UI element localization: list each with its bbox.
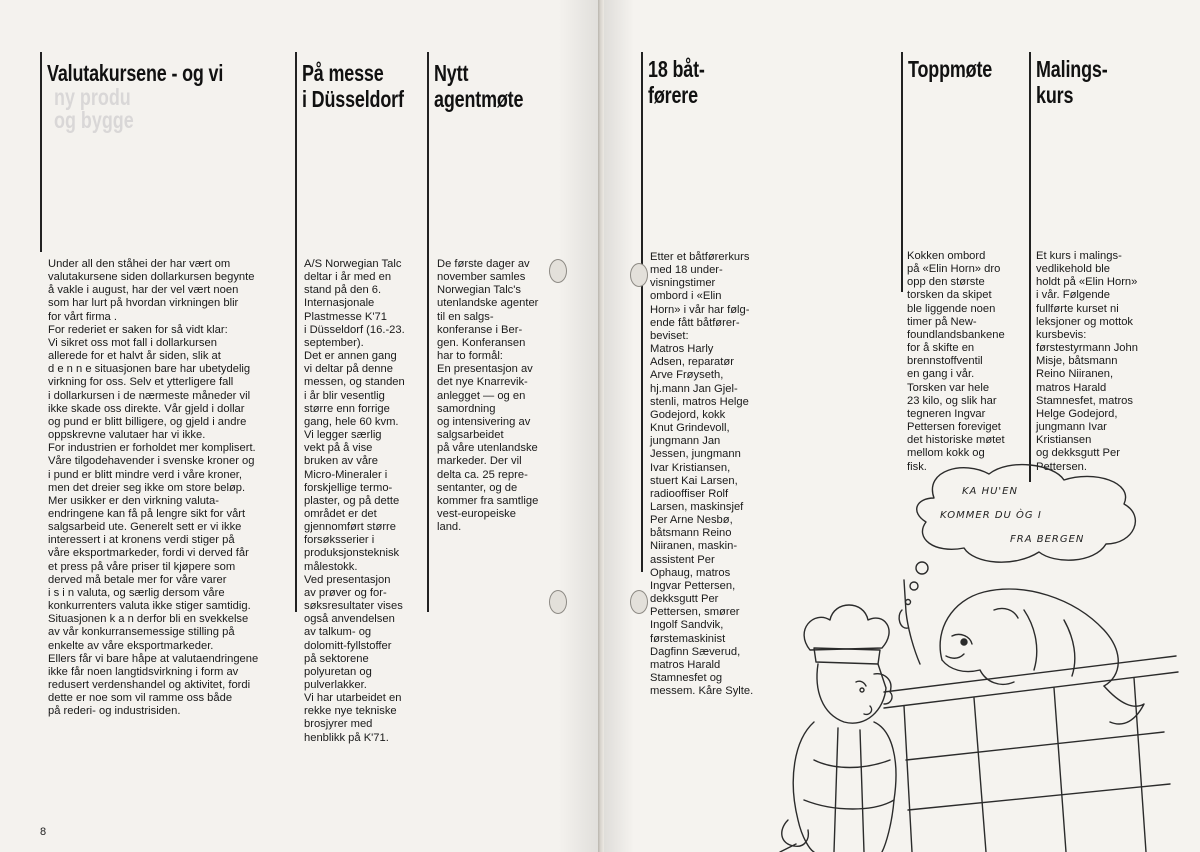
show-through-text: ny produ og bygge bbox=[54, 84, 134, 133]
left-page bbox=[0, 0, 598, 852]
article-body-batforere: Etter et båtførerkurs med 18 under- visningstimer ombord i «Elin Horn» i vår har følg- ende fått båtfører- beviset: Matros Harly Adsen, reparatør Arve Frøyseth, hj.mann Jan Gjel- stenli, matros Helge Godejord, kokk Knut Grindevoll, jungmann Jan Jessen, jungmann Ivar Kristiansen, stuert Kai Larsen, radiooffiser Rolf Larsen, maskinsjef Per Arne Nesbø, båtsmann Reino Niiranen, maskin- assistent Per Ophaug, matros Ingvar Pettersen, dekksgutt Per Pettersen, smører Ingolf Sandvik, førstemaskinist Dagfinn Sæverud, matros Harald Stamnesfet og messem. Kåre Sylte. bbox=[650, 251, 754, 698]
article-body-messe: A/S Norwegian Talc deltar i år med en stand på den 6. Internasjonale Plastmesse K'71 i Düsseldorf (16.-23. september). Det er annen gang vi deltar på denne messen, og standen i år blir vesentlig større enn forrige gang, hele 60 kvm. Vi legger særlig vekt på å vise bruken av våre Micro-Mineraler i forskjellige termo- plaster, og på dette området er det gjennomført større forsøksserier i produksjonsteknisk målestokk. Ved presentasjon av prøver og for- søksresultater vises også anvendelsen av talkum- og dolomitt-fyllstoffer på sektorene polyuretan og pulverlakker. Vi har utarbeidet en rekke nye tekniske brosjyrer med henblikk på K'71. bbox=[304, 258, 405, 744]
column-rule bbox=[40, 52, 42, 252]
column-rule bbox=[641, 52, 643, 572]
speech-line: FRA BERGEN bbox=[1010, 534, 1085, 545]
article-title-malingskurs: Malings- kurs bbox=[1036, 56, 1108, 108]
article-title-valuta: Valutakursene - og vi bbox=[47, 60, 224, 86]
binding-hole bbox=[630, 263, 648, 287]
right-page bbox=[604, 0, 1200, 852]
column-rule bbox=[427, 52, 429, 612]
binding-hole bbox=[549, 590, 567, 614]
column-rule bbox=[901, 52, 903, 292]
binding-hole bbox=[549, 259, 567, 283]
article-body-agentmote: De første dager av november samles Norwegian Talc's utenlandske agenter til en salgs- konferanse i Ber- gen. Konferansen har to formål: En presentasjon av det nye Knarrevik- anlegget — og en samordning og intensivering av salgsarbeidet på våre utenlandske markeder. Der vil delta ca. 25 repre- sentanter, og de kommer fra samtlige vest-europeiske land. bbox=[437, 258, 539, 534]
binding-hole bbox=[630, 590, 648, 614]
cartoon-chef-and-cod bbox=[774, 460, 1194, 852]
column-rule bbox=[295, 52, 297, 612]
article-title-messe: På messe i Düsseldorf bbox=[302, 60, 404, 112]
speech-line: KOMMER DU ÒG I bbox=[940, 510, 1042, 521]
article-title-toppmote: Toppmøte bbox=[908, 56, 993, 82]
page-number: 8 bbox=[40, 826, 47, 838]
column-rule bbox=[1029, 52, 1031, 482]
article-body-malingskurs: Et kurs i malings- vedlikehold ble holdt på «Elin Horn» i vår. Følgende fullførte kurset ni leksjoner og mottok kursbevis: førstestyrmann John Misje, båtsmann Reino Niiranen, matros Harald Stamnesfet, matros Helge Godejord, jungmann Ivar Kristiansen og dekksgutt Per Pettersen. bbox=[1036, 250, 1138, 473]
article-body-valuta: Under all den ståhei der har vært om valutakursene siden dollarkursen begynte å vakle i august, har der vel vært noen som har lurt på hvordan virkningen blir for vårt firma . For rederiet er saken for så vidt klar: Vi sikret oss mot fall i dollarkursen allerede for et halvt år siden, slik at d e n n e situasjonen bare har ubetydelig virkning for oss. Selv et ytterligere fall i dollarkursen i de nærmeste måneder vil ikke skade oss direkte. Vår gjeld i dollar og pund er blitt billigere, og gjeld i andre oppskrevne valutaer har vi ikke. For industrien er forholdet mer komplisert. Våre tilgodehavender i svenske kroner og i pund er blitt mindre verd i våre kroner, men det dreier seg ikke om store beløp. Mer usikker er den virkning valuta- endringene kan få på lengre sikt for vårt salgsarbeid ute. Generelt sett er vi ikke interessert i at kronens verdi stiger på våre eksportmarkeder, fordi vi derved får et press på våre priser til kjøpere som derved må betale mer for våre varer i s i n valuta, og særlig dersom våre konkurrenters valuta ikke stiger samtidig. Situasjonen k a n derfor bli en svekkelse av vår konkurransemessige stilling på enkelte av våre eksportmarkeder. Ellers får vi bare håpe at valutaendringene ikke får noen langtidsvirkning i form av redusert verdenshandel og aktivitet, fordi dette er noe som vil ramme oss både på rederi- og industrisiden. bbox=[48, 258, 259, 718]
article-body-toppmote: Kokken ombord på «Elin Horn» dro opp den største torsken da skipet ble liggende noen timer på New- foundlandsbankene for å skifte en brennstoffventil en gang i vår. Torsken var hele 23 kilo, og slik har tegneren Ingvar Pettersen foreviget det historiske møtet mellom kokk og fisk. bbox=[907, 250, 1005, 473]
article-title-agentmote: Nytt agentmøte bbox=[434, 60, 524, 112]
article-title-batforere: 18 båt- førere bbox=[648, 56, 705, 108]
speech-line: KA HU'EN bbox=[962, 486, 1018, 497]
